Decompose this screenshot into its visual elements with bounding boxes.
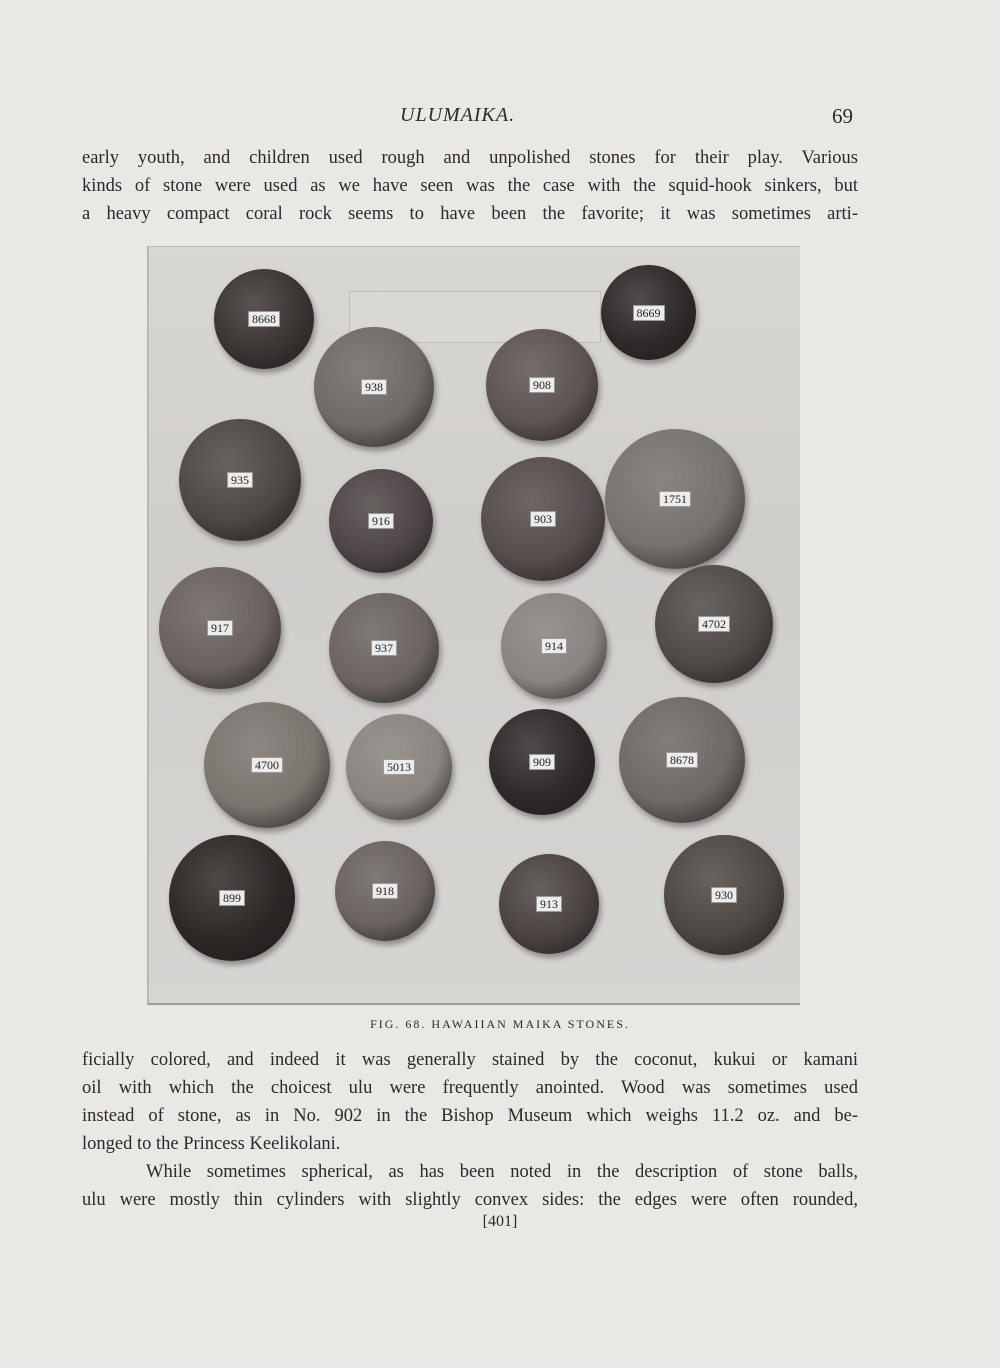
stone-catalog-label: 913 [536, 896, 562, 912]
stone-catalog-label: 917 [207, 620, 233, 636]
stone-catalog-label: 916 [368, 513, 394, 529]
maika-stone [605, 429, 745, 569]
text-line: longed to the Princess Keelikolani. [82, 1134, 341, 1154]
maika-stone [329, 469, 433, 573]
maika-stone [664, 835, 784, 955]
stone-catalog-label: 4700 [251, 757, 283, 773]
text-line: ulu were mostly thin cylinders with slightly convex sides: the edges were often rounded, [82, 1190, 858, 1210]
maika-stone [481, 457, 605, 581]
text-line: early youth, and children used rough and unpolished stones for their play. Various [82, 148, 858, 168]
text-line: While sometimes spherical, as has been noted in the description of stone balls, [146, 1162, 858, 1182]
signature-mark: [401] [482, 1213, 518, 1230]
text-line: a heavy compact coral rock seems to have been the favorite; it was sometimes arti- [82, 204, 858, 224]
stone-catalog-label: 909 [529, 754, 555, 770]
bottom-paragraph [82, 1046, 858, 1214]
stone-catalog-label: 899 [219, 890, 245, 906]
maika-stone [159, 567, 281, 689]
text-line: instead of stone, as in No. 902 in the Bishop Museum which weighs 11.2 oz. and be- [82, 1106, 858, 1126]
stone-catalog-label: 908 [529, 377, 555, 393]
maika-stone [489, 709, 595, 815]
maika-stone [329, 593, 439, 703]
maika-stone [335, 841, 435, 941]
maika-stone [346, 714, 452, 820]
maika-stone [214, 269, 314, 369]
stone-catalog-label: 935 [227, 472, 253, 488]
maika-stone [499, 854, 599, 954]
maika-stone [179, 419, 301, 541]
running-head [0, 104, 1000, 132]
maika-stone [314, 327, 434, 447]
page-number: 69 [832, 104, 853, 128]
maika-stone [619, 697, 745, 823]
figure-caption: FIG. 68. HAWAIIAN MAIKA STONES. [370, 1017, 630, 1031]
stone-catalog-label: 4702 [698, 616, 730, 632]
maika-stone [204, 702, 330, 828]
text-line: kinds of stone were used as we have seen was the case with the squid-hook sinkers, but [82, 176, 858, 196]
running-title: ULUMAIKA. [400, 104, 516, 126]
text-line: oil with which the choicest ulu were frequently anointed. Wood was sometimes used [82, 1078, 858, 1098]
figure-photo-plate [147, 246, 800, 1005]
stone-catalog-label: 8678 [666, 752, 698, 768]
maika-stone [501, 593, 607, 699]
maika-stone [655, 565, 773, 683]
stone-catalog-label: 1751 [659, 491, 691, 507]
stone-catalog-label: 8669 [633, 305, 665, 321]
stone-catalog-label: 930 [711, 887, 737, 903]
text-line: ficially colored, and indeed it was generally stained by the coconut, kukui or kamani [82, 1050, 858, 1070]
stone-catalog-label: 903 [530, 511, 556, 527]
stone-catalog-label: 937 [371, 640, 397, 656]
stone-catalog-label: 938 [361, 379, 387, 395]
maika-stone [486, 329, 598, 441]
stone-catalog-label: 918 [372, 883, 398, 899]
stone-catalog-label: 8668 [248, 311, 280, 327]
maika-stone [169, 835, 295, 961]
stone-catalog-label: 914 [541, 638, 567, 654]
stone-catalog-label: 5013 [383, 759, 415, 775]
top-paragraph [82, 144, 858, 228]
maika-stone [601, 265, 696, 360]
